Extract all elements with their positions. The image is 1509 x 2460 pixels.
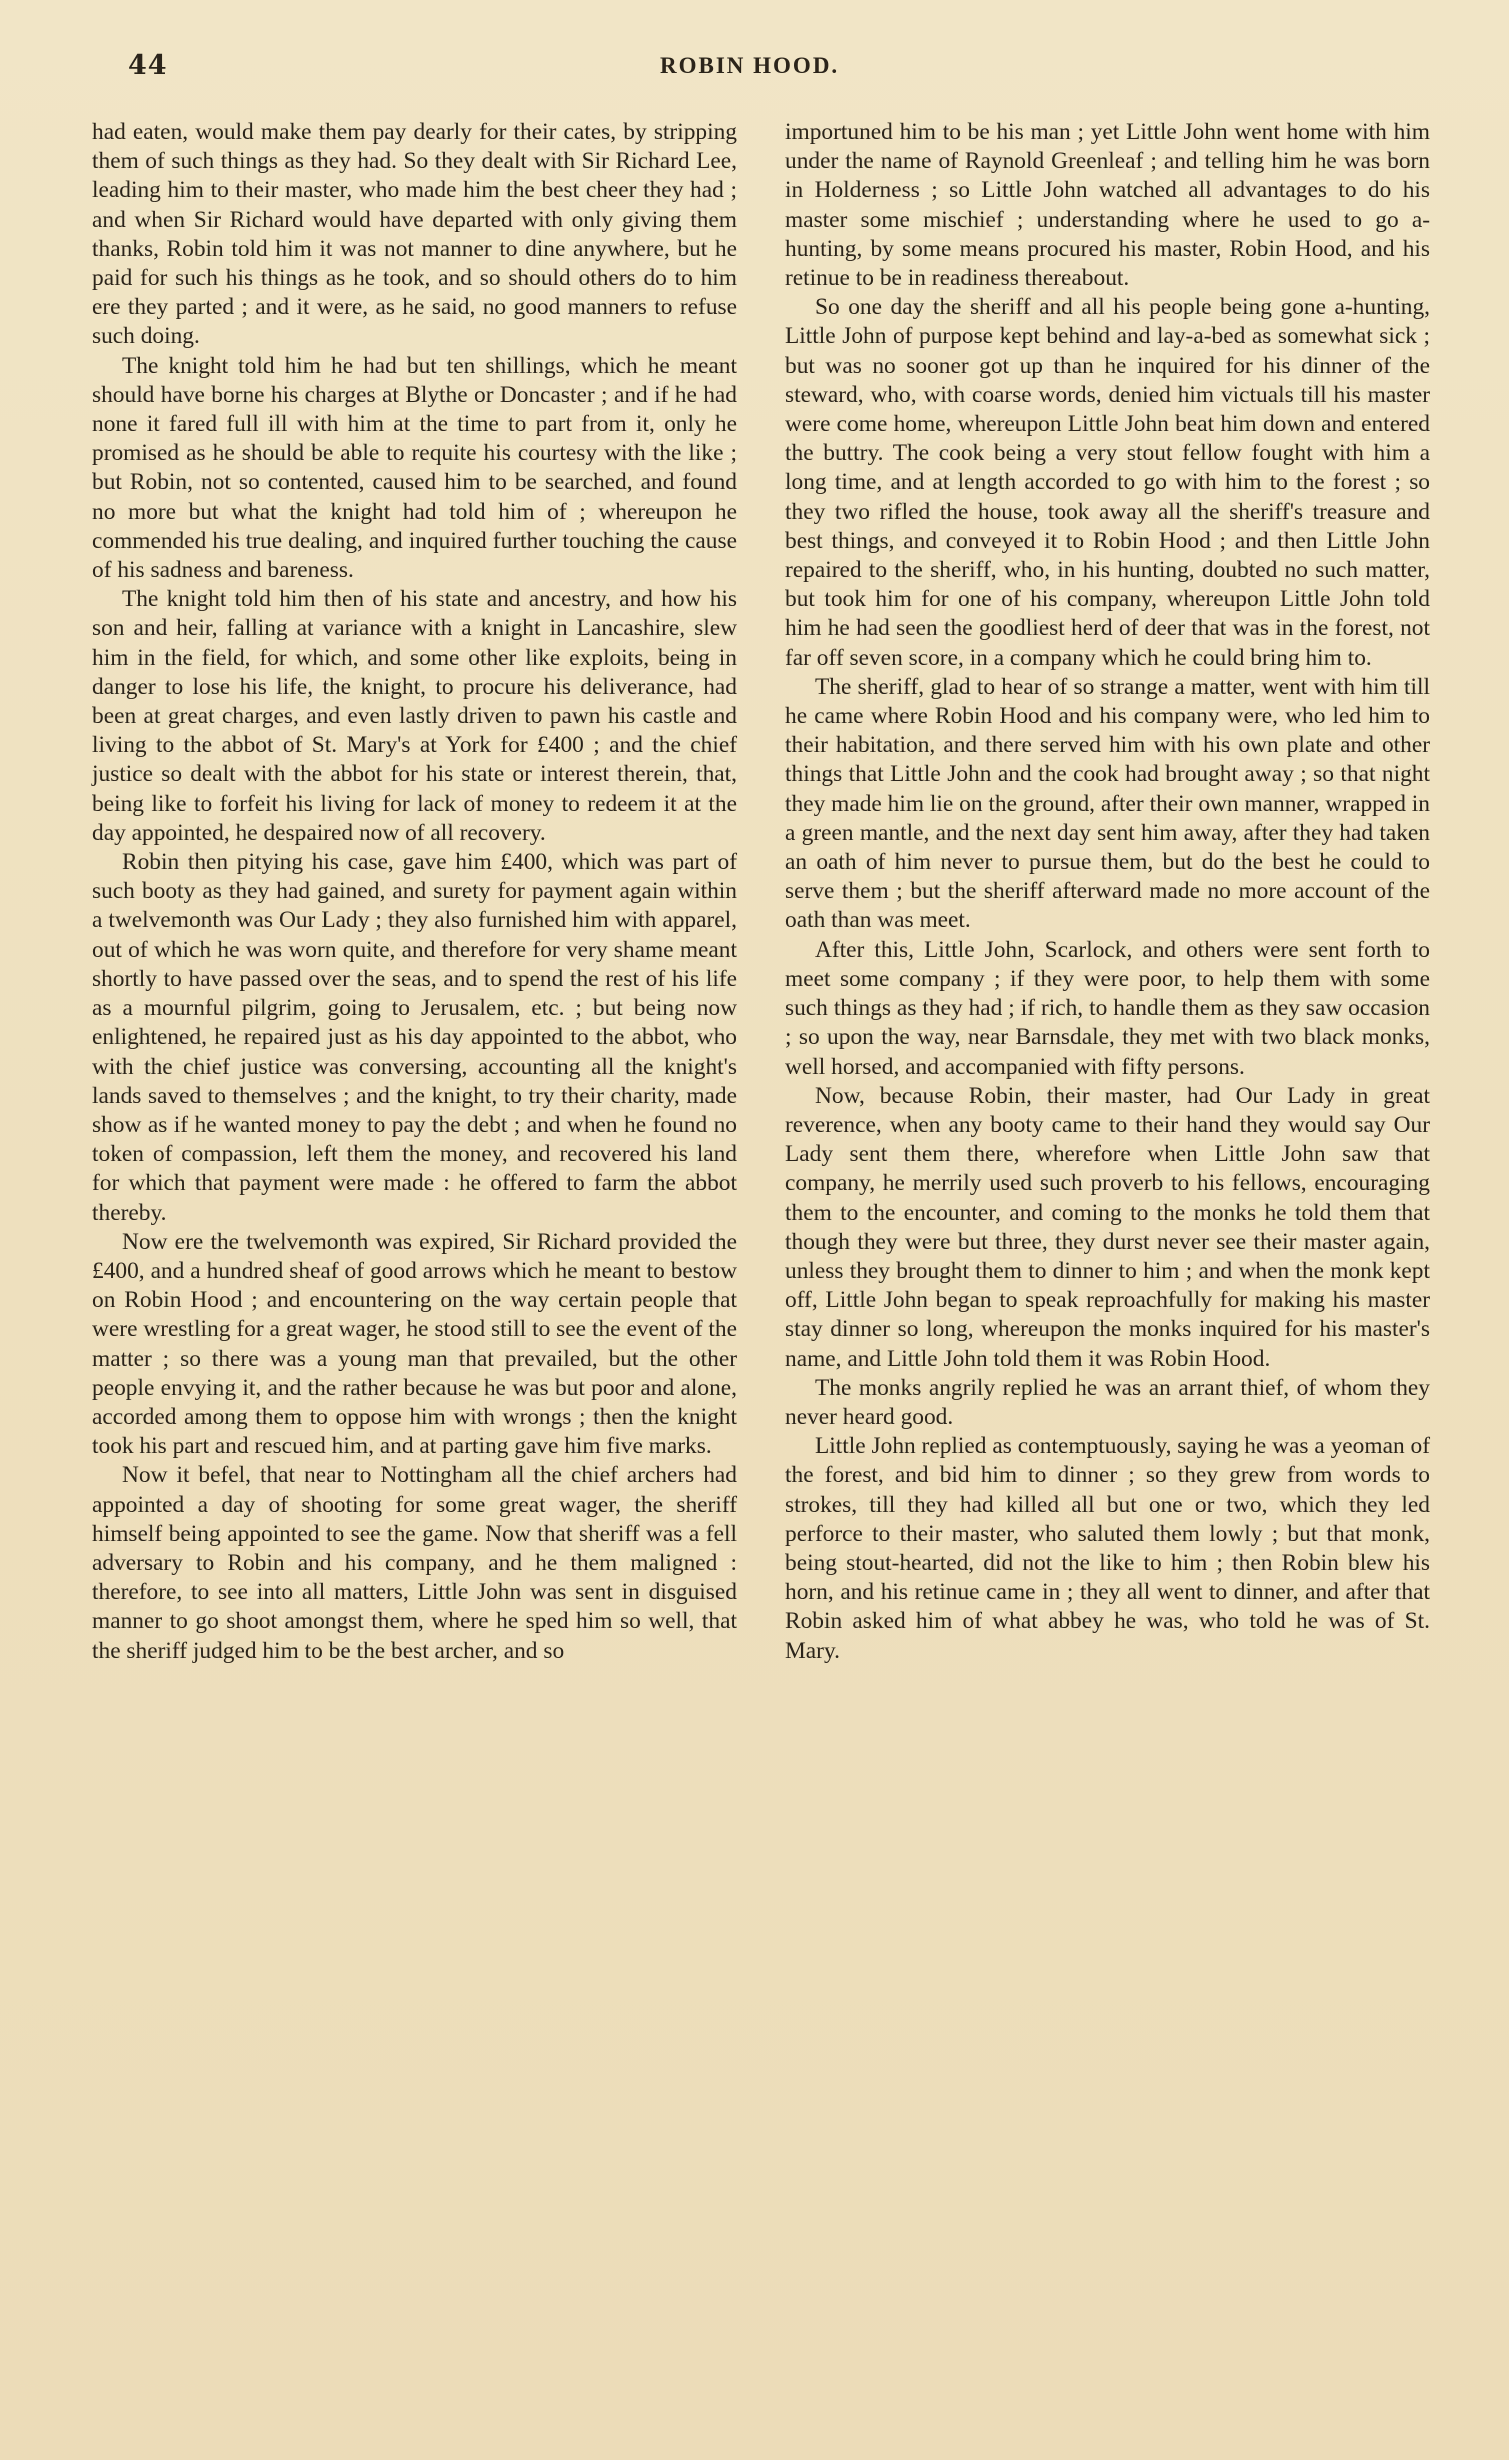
running-title: ROBIN HOOD. <box>660 53 840 78</box>
right-column <box>785 118 1430 1666</box>
paragraph: After this, Little John, Scarlock, and others were sent forth to meet some company ; if they were poor, to help them with some such things as they had ; if rich, to handle them as they saw occasion ; so upon the way, near Barnsdale, they met with two black monks, well horsed, and accompanied with fifty persons. <box>785 936 1430 1080</box>
paragraph: Now ere the twelvemonth was expired, Sir Richard provided the £400, and a hundred sheaf of good arrows which he meant to bestow on Robin Hood ; and encountering on the way certain people that were wrestling for a great wager, he stood still to see the event of the matter ; so there was a young man that prevailed, but the other people envying it, and the rather because he was but poor and alone, accorded among them to oppose him with wrongs ; then the knight took his part and rescued him, and at parting gave him five marks. <box>92 1228 737 1460</box>
paragraph: Little John replied as contemptuously, saying he was a yeoman of the forest, and bid him to dinner ; so they grew from words to strokes, till they had killed all but one or two, which they led perforce to their master, who saluted them lowly ; but that monk, being stout-hearted, did not the like to him ; then Robin blew his horn, and his retinue came in ; they all went to dinner, and after that Robin asked him of what abbey he was, who told he was of St. Mary. <box>785 1433 1430 1664</box>
paragraph: The monks angrily replied he was an arrant thief, of whom they never heard good. <box>785 1374 1430 1430</box>
page-number: 44 <box>128 50 168 81</box>
paragraph: Now, because Robin, their master, had Our Lady in great reverence, when any booty came to their hand they would say Our Lady sent them there, wherefore when Little John saw that company, he merrily used such proverb to his fellows, encouraging them to the encounter, and coming to the monks he told them that though they were but three, they durst never see their master again, unless they brought them to dinner to him ; and when the monk kept off, Little John began to speak reproachfully for making his master stay dinner so long, whereupon the monks inquired for his master's name, and Little John told them it was Robin Hood. <box>785 1082 1430 1372</box>
paragraph: Robin then pitying his case, gave him £400, which was part of such booty as they had gained, and surety for payment again within a twelvemonth was Our Lady ; they also furnished him with apparel, out of which he was worn quite, and therefore for very shame meant shortly to have passed over the seas, and to spend the rest of his life as a mournful pilgrim, going to Jerusalem, etc. ; but being now enlightened, he repaired just as his day appointed to the abbot, who with the chief justice was conversing, accounting all the knight's lands saved to themselves ; and the knight, to try their charity, made show as if he wanted money to pay the debt ; and when he found no token of compassion, left them the money, and recovered his land for which that payment were made : he offered to farm the abbot thereby. <box>92 849 737 1226</box>
paragraph: The sheriff, glad to hear of so strange a matter, went with him till he came where Robin Hood and his company were, who led him to their habitation, and there served him with his own plate and other things that Little John and the cook had brought away ; so that night they made him lie on the ground, after their own manner, wrapped in a green mantle, and the next day sent him away, after they had taken an oath of him never to pursue them, but do the best he could to serve them ; but the sheriff afterward made no more account of the oath than was meet. <box>785 673 1430 934</box>
page-header <box>0 44 1509 84</box>
paragraph: So one day the sheriff and all his people being gone a-hunting, Little John of purpose kept behind and lay-a-bed as somewhat sick ; but was no sooner got up than he inquired for his dinner of the steward, who, with coarse words, denied him victuals till his master were come home, whereupon Little John beat him down and entered the buttry. The cook being a very stout fellow fought with him a long time, and at length accorded to go with him to the forest ; so they two rifled the house, took away all the sheriff's treasure and best things, and conveyed it to Robin Hood ; and then Little John repaired to the sheriff, who, in his hunting, doubted no such matter, but took him for one of his company, whereupon Little John told him he had seen the goodliest herd of deer that was in the forest, not far off seven score, in a company which he could bring him to. <box>785 294 1430 671</box>
paragraph: importuned him to be his man ; yet Little John went home with him under the name of Raynold Greenleaf ; and telling him he was born in Holderness ; so Little John watched all advantages to do his master some mischief ; understanding where he used to go a-hunting, by some means procured his master, Robin Hood, and his retinue to be in readiness thereabout. <box>785 119 1430 292</box>
paragraph: Now it befel, that near to Nottingham all the chief archers had appointed a day of shooting for some great wager, the sheriff himself being appointed to see the game. Now that sheriff was a fell adversary to Robin and his company, and he them maligned : therefore, to see into all matters, Little John was sent in disguised manner to go shoot amongst them, where he sped him so well, that the sheriff judged him to be the best archer, and so <box>92 1462 737 1664</box>
left-column <box>92 118 737 1666</box>
paragraph: had eaten, would make them pay dearly for their cates, by stripping them of such things as they had. So they dealt with Sir Richard Lee, leading him to their master, who made him the best cheer they had ; and when Sir Richard would have departed with only giving them thanks, Robin told him it was not manner to dine anywhere, but he paid for such his things as he took, and so should others do to him ere they parted ; and it were, as he said, no good manners to refuse such doing. <box>92 119 737 350</box>
paragraph: The knight told him then of his state and ancestry, and how his son and heir, falling at variance with a knight in Lancashire, slew him in the field, for which, and some other like exploits, being in danger to lose his life, the knight, to procure his deliverance, had been at great charges, and even lastly driven to pawn his castle and living to the abbot of St. Mary's at York for £400 ; and the chief justice so dealt with the abbot for his state or interest therein, that, being like to forfeit his living for lack of money to redeem it at the day appointed, he despaired now of all recovery. <box>92 586 737 846</box>
paragraph: The knight told him he had but ten shillings, which he meant should have borne his charges at Blythe or Doncaster ; and if he had none it fared full ill with him at the time to part from it, only he promised as he should be able to requite his courtesy with the like ; but Robin, not so contented, caused him to be searched, and found no more but what the knight had told him of ; whereupon he commended his true dealing, and inquired further touching the cause of his sadness and bareness. <box>92 352 737 584</box>
